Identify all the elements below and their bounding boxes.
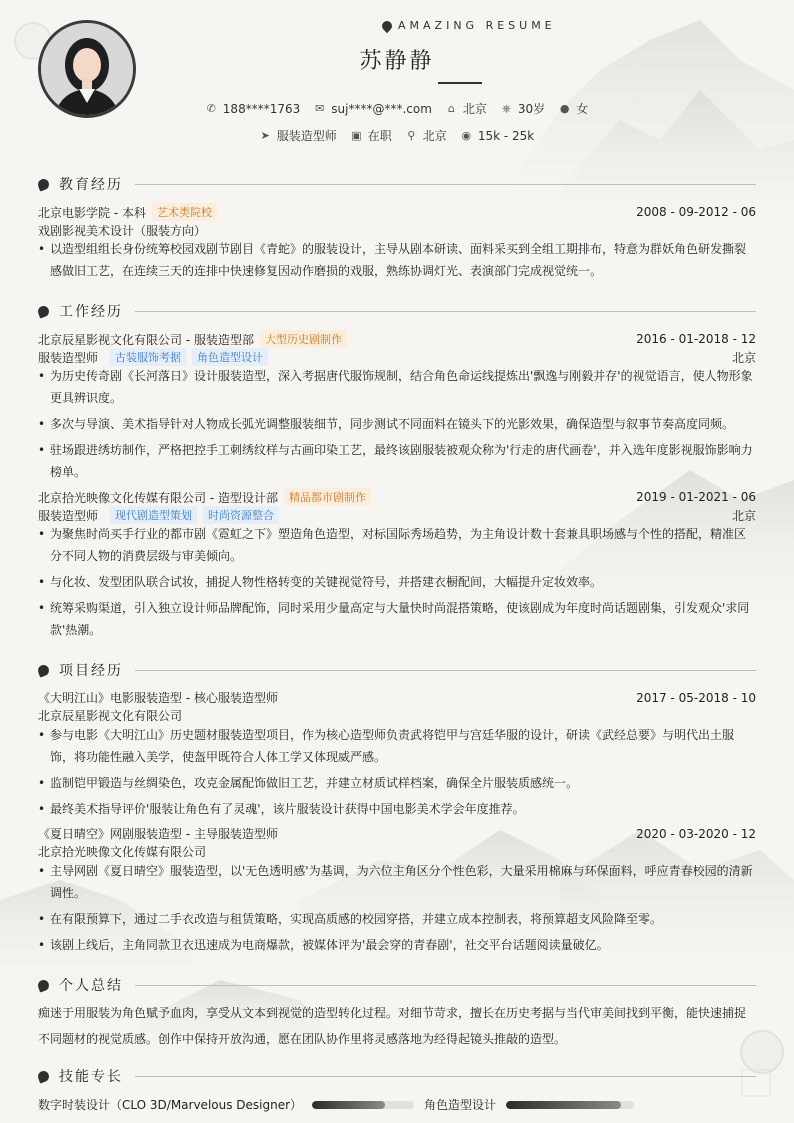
section-work-header [38,301,756,321]
skill-tag: 古装服饰考据 [110,348,186,366]
skill-level-bar [506,1101,634,1109]
education-entry-header [38,203,756,221]
skill-name: 角色造型设计 [424,1098,497,1112]
work-bullet: • 为聚焦时尚买手行业的都市剧《霓虹之下》塑造角色造型，对标国际秀场趋势，为主角设计数十套兼具职场感与个性的搭配，精准区分不同人物的消费层级与审美倾向。 [38,523,756,567]
education-bullet: • 以造型组组长身份统筹校园戏剧节剧目《青蛇》的服装设计，主导从剧本研读、面料采买到全组工期排布，特意为群妖角色研发撕裂感做旧工艺，在连续三天的连排中快速修复因动作磨损的戏服，熟练协调灯光、表演部门完成视觉统一。 [38,238,756,282]
phone-item [206,100,300,117]
work-city: 北京 [731,350,756,365]
skill-tag: 现代剧造型策划 [110,506,197,524]
project-date: 2017 - 05-2018 - 10 [636,690,756,705]
work-role-row [38,506,756,524]
project-bullet: • 监制铠甲锻造与丝绸染色，攻克金属配饰做旧工艺，并建立材质试样档案，确保全片服装质感统一。 [38,772,756,794]
section-project-header [38,660,756,680]
location-pin-icon: ⚲ [407,129,416,142]
section-divider [135,985,756,986]
school-name: 北京电影学院 - 本科 [38,205,146,220]
gender-icon: ● [559,102,570,115]
home-icon: ⌂ [447,102,455,115]
skill-name: 数字时装设计（CLO 3D/Marvelous Designer） [38,1098,303,1112]
project-title: 《夏日晴空》网剧服装造型 - 主导服装造型师 [38,827,278,841]
section-summary-header [38,975,756,995]
brand-text: AMAZING RESUME [398,19,556,32]
city-item [446,100,487,117]
section-education-header [38,174,756,194]
ink-bullet-icon [36,304,50,318]
phone-value: 188****1763 [222,101,301,116]
work-bullet: • 多次与导演、美术指导针对人物成长弧光调整服装细节，同步测试不同面料在镜头下的光影效果，确保造型与叙事节奏高度同频。 [38,413,756,435]
target-city-item [406,127,447,144]
ink-bullet-icon [36,663,50,677]
role-name: 服装造型师 [38,350,99,365]
work-entry-header [38,330,756,348]
company-name: 北京辰星影视文化有限公司 - 服装造型部 [38,332,254,347]
section-title: 工作经历 [59,304,123,320]
candidate-name: 苏静静 [359,49,435,74]
company-tag: 大型历史剧制作 [260,330,347,348]
section-title: 项目经历 [59,663,123,679]
gender-item [559,100,588,117]
section-title: 个人总结 [59,978,123,994]
name-underline [438,82,482,84]
project-org-row [38,843,756,860]
skill-tag: 角色造型设计 [192,348,268,366]
project-bullet: • 在有限预算下，通过二手衣改造与租赁策略，实现高质感的校园穿搭，并建立成本控制表，将预算超支风险降至零。 [38,908,756,930]
work-role-row [38,348,756,366]
age-value: 30岁 [517,102,546,116]
project-org: 北京辰星影视文化有限公司 [38,709,183,723]
section-divider [135,184,756,185]
ink-drop-icon [380,18,394,32]
email-value: suj****@***.com [331,101,432,116]
skill-level-bar [312,1101,414,1109]
project-bullet: • 参与电影《大明江山》历史题材服装造型项目，作为核心造型师负责武将铠甲与宫廷华服的设计，研读《武经总要》与明代出土服饰，将功能性融入美学，使盔甲既符合人体工学又体现威严感。 [38,724,756,768]
work-bullet: • 为历史传奇剧《长河落日》设计服装造型，深入考据唐代服饰规制，结合角色命运线提炼出'飘逸与刚毅并存'的视觉语言，使人物形象更具辨识度。 [38,365,756,409]
school-tag: 艺术类院校 [152,203,217,221]
ink-bullet-icon [36,978,50,992]
project-bullet: • 最终美术指导评价'服装让角色有了灵魂'，该片服装设计获得中国电影美术学会年度推荐。 [38,798,756,820]
work-city: 北京 [731,508,756,523]
work-date: 2019 - 01-2021 - 06 [636,490,756,504]
target-city-value: 北京 [422,129,447,143]
job-item [260,127,337,144]
work-bullet: • 统筹采购渠道，引入独立设计师品牌配饰，同时采用少量高定与大量快时尚混搭策略，使该剧成为年度时尚话题剧集，引发观众'求同款'热潮。 [38,597,756,641]
section-divider [135,311,756,312]
mail-icon: ✉ [315,102,325,115]
section-divider [135,1076,756,1077]
skill-item [38,1096,414,1113]
skill-item [424,1096,634,1113]
city-value: 北京 [462,102,487,116]
status-item [351,127,392,144]
salary-item [461,127,534,144]
project-bullet: • 主导网剧《夏日晴空》服装造型，以'无色透明感'为基调，为六位主角区分个性色彩，大量采用棉麻与环保面料，呼应青春校园的清新调性。 [38,860,756,904]
work-bullet: • 与化妆、发型团队联合试妆，捕捉人物性格转变的关键视觉符号，并搭建衣橱配间，大幅提升定妆效率。 [38,571,756,593]
salary-value: 15k - 25k [477,128,535,143]
email-item [314,100,432,117]
section-skills-header [38,1066,756,1086]
project-entry-header [38,825,756,842]
ink-bullet-icon [36,177,50,191]
skill-tag: 时尚资源整合 [203,506,279,524]
section-title: 教育经历 [59,177,123,193]
project-entry-header [38,689,756,706]
summary-text: 痴迷于用服装为角色赋予血肉，享受从文本到视觉的造型转化过程。对细节苛求，擅长在历史考据与当代审美间找到平衡，能快速捕捉不同题材的视觉质感。创作中保持开放沟通，愿在团队协作里将灵感落地为经得起镜头推敲的造型。 [38,1006,747,1046]
work-bullet: • 驻场跟进绣坊制作，严格把控手工刺绣纹样与古画印染工艺，最终该剧服装被观众称为'行走的唐代画卷'，并入选年度影视服饰影响力榜单。 [38,439,756,483]
briefcase-icon: ▣ [351,129,362,142]
role-name: 服装造型师 [38,508,99,523]
project-date: 2020 - 03-2020 - 12 [636,826,756,841]
age-item [501,100,545,117]
education-date: 2008 - 09-2012 - 06 [636,205,756,219]
job-intention-row [0,127,794,144]
section-divider [135,670,756,671]
ink-bullet-icon [36,1069,50,1083]
brand-title [382,19,556,32]
major-name: 戏剧影视美术设计（服装方向） [38,224,207,238]
project-org-row [38,707,756,724]
company-name: 北京拾光映像文化传媒有限公司 - 造型设计部 [38,490,278,505]
send-icon: ➤ [260,129,270,142]
project-org: 北京拾光映像文化传媒有限公司 [38,845,207,859]
section-title: 技能专长 [59,1069,123,1085]
job-value: 服装造型师 [276,129,337,143]
gender-value: 女 [576,102,589,116]
contact-row [0,100,794,117]
cake-icon: ⎈ [502,102,511,115]
education-major-row [38,222,756,239]
skill-level-fill [312,1101,385,1109]
status-value: 在职 [367,129,392,143]
skill-level-fill [506,1101,621,1109]
project-title: 《大明江山》电影服装造型 - 核心服装造型师 [38,691,278,705]
company-tag: 精品都市剧制作 [284,488,371,506]
project-bullet: • 该剧上线后，主角同款卫衣迅速成为电商爆款，被媒体评为'最会穿的青春剧'，社交平台话题阅读量破亿。 [38,934,756,956]
phone-icon: ✆ [206,102,216,115]
coin-icon: ◉ [461,129,472,142]
work-date: 2016 - 01-2018 - 12 [636,332,756,346]
work-entry-header [38,488,756,506]
